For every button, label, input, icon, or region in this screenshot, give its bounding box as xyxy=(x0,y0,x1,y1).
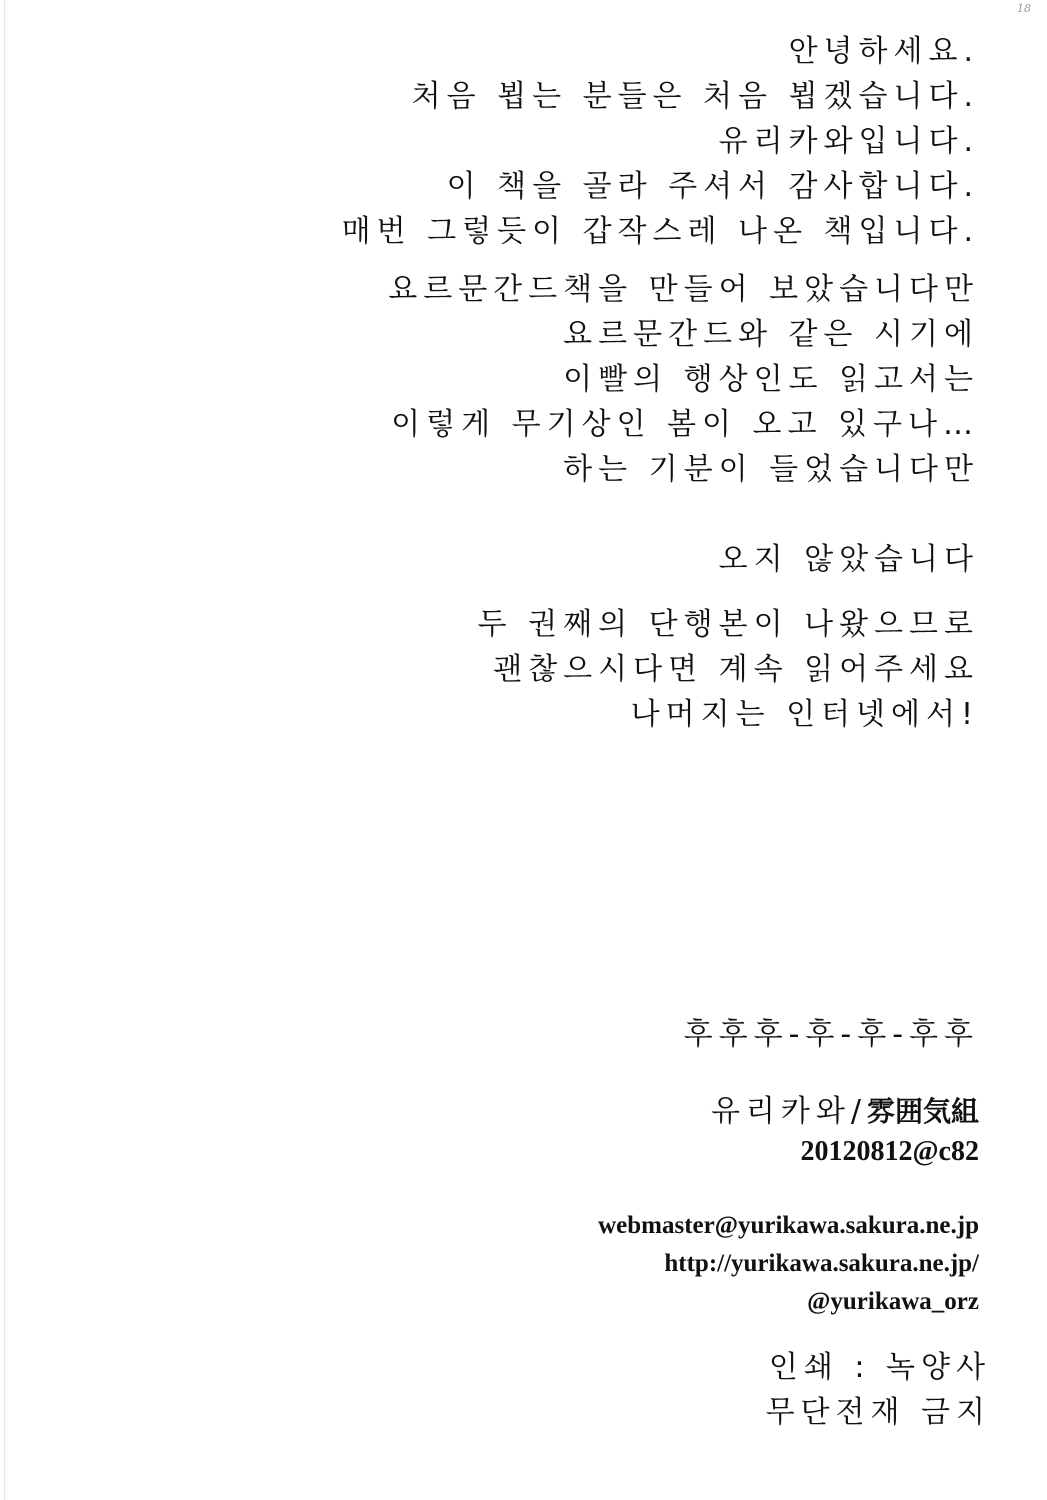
closing-line: 두 권째의 단행본이 나왔으므로 xyxy=(477,607,979,642)
paragraph-line: 요르문간드와 같은 시기에 xyxy=(563,317,979,352)
closing-line: 나머지는 인터넷에서! xyxy=(630,697,979,732)
twitter-handle: @yurikawa_orz xyxy=(807,1288,979,1315)
page-number: 18 xyxy=(1017,2,1031,15)
greeting-line: 유리카와입니다. xyxy=(718,124,979,159)
url-text: http://yurikawa.sakura.ne.jp/ xyxy=(664,1250,979,1277)
date-event: 20120812@c82 xyxy=(800,1136,979,1167)
author-name: 유리카와/ xyxy=(710,1094,867,1129)
closing-line: 괜찮으시다면 계속 읽어주세요 xyxy=(493,652,979,687)
printer-line: 인쇄 : 녹양사 xyxy=(768,1350,991,1385)
paragraph-line: 요르문간드책을 만들어 보았습니다만 xyxy=(388,272,979,307)
author-line xyxy=(710,1094,979,1129)
laugh-line: 후후후-후-후-후후 xyxy=(683,1017,979,1052)
circle-name: 雰囲気組 xyxy=(866,1097,979,1128)
greeting-line: 매번 그렇듯이 갑작스레 나온 책입니다. xyxy=(341,214,979,249)
punchline: 오지 않았습니다 xyxy=(718,542,979,577)
paragraph-line: 이빨의 행상인도 읽고서는 xyxy=(563,362,979,397)
greeting-line: 처음 뵙는 분들은 처음 뵙겠습니다. xyxy=(411,79,979,114)
email-text: webmaster@yurikawa.sakura.ne.jp xyxy=(598,1212,979,1239)
greeting-line: 안녕하세요. xyxy=(788,34,979,69)
paragraph-line: 이렇게 무기상인 봄이 오고 있구나… xyxy=(391,407,979,442)
page-edge xyxy=(4,0,5,1500)
greeting-line: 이 책을 골라 주셔서 감사합니다. xyxy=(446,169,979,204)
paragraph-line: 하는 기분이 들었습니다만 xyxy=(563,452,979,487)
notice-line: 무단전재 금지 xyxy=(765,1395,991,1430)
